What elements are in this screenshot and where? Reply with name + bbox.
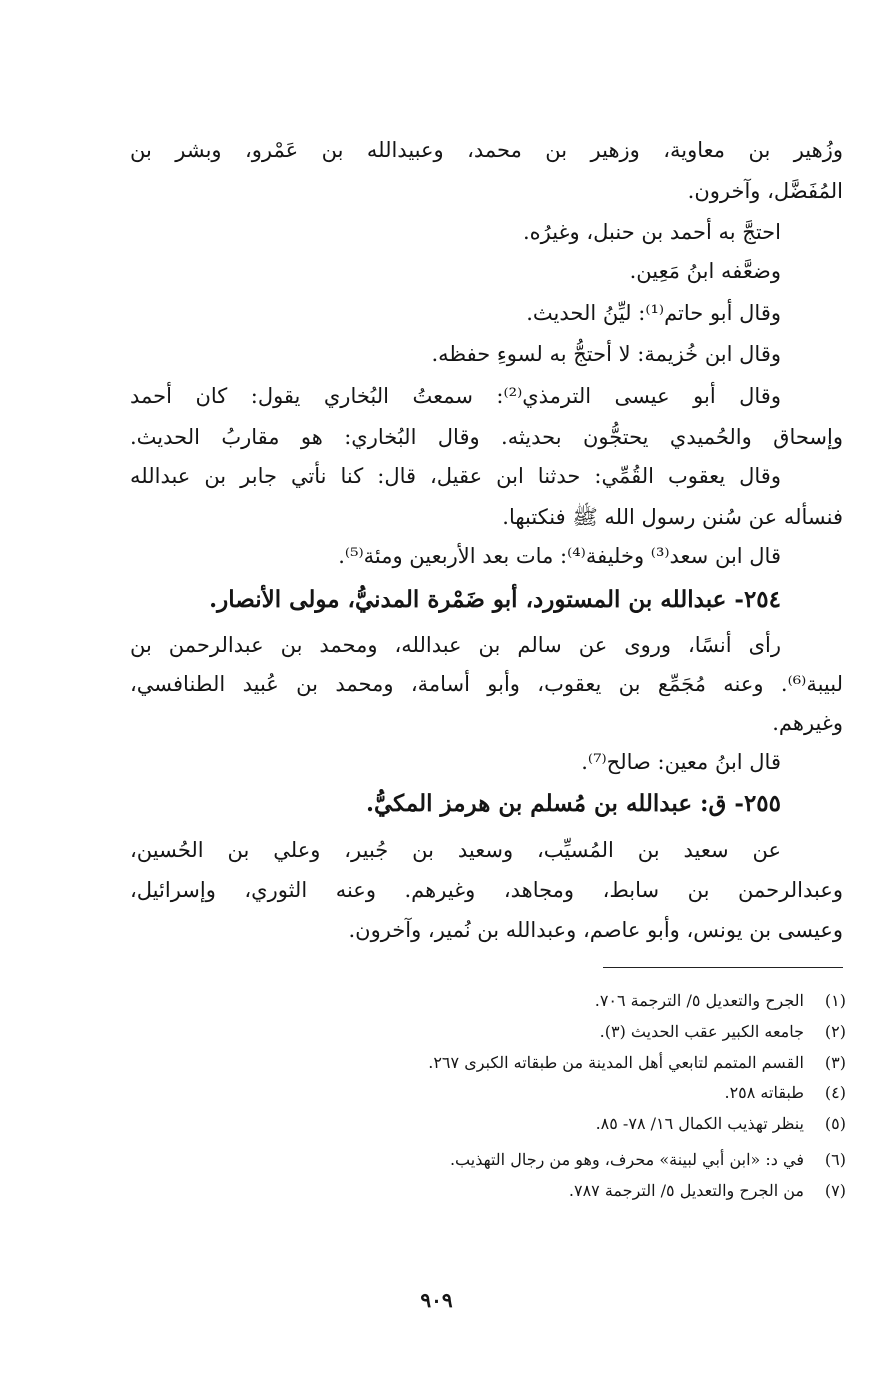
footnote-number: (٤) [824,1083,846,1102]
footnote-number: (٦) [824,1150,846,1169]
footnote-text: في د: «ابن أبي لبينة» محرف، وهو من رجال التهذيب. [449,1150,804,1169]
body-line: وزُهير بن معاوية، وزهير بن محمد، وعبيدالله بن عَمْرو، وبشر بن [130,138,843,162]
footnote-divider [603,967,843,968]
body-line: قال ابن سعد⁽³⁾ وخليفة⁽⁴⁾: مات بعد الأربعين ومئة⁽⁵⁾. [338,544,781,568]
footnote-number: (٧) [824,1181,846,1200]
footnote-number: (٢) [824,1022,846,1041]
footnote [146,1080,846,1106]
body-line: عن سعيد بن المُسيِّب، وسعيد بن جُبير، وعلي بن الحُسين، [130,838,781,862]
page-number: ٩٠٩ [420,1288,453,1312]
footnote-text: جامعه الكبير عقب الحديث (٣). [599,1022,804,1041]
footnote-text: الجرح والتعديل ٥/ الترجمة ٧٠٦. [594,991,804,1010]
body-line: فنسأله عن سُنن رسول الله ﷺ فنكتبها. [502,505,843,529]
body-line: وضعَّفه ابنُ مَعِين. [629,259,781,283]
body-line: وغيرهم. [772,711,843,735]
body-line: رأى أنسًا، وروى عن سالم بن عبدالله، ومحمد بن عبدالرحمن بن [130,633,781,657]
body-line: المُفَضَّل، وآخرون. [687,179,843,203]
footnote [146,1019,846,1045]
body-line: وعبدالرحمن بن سابط، ومجاهد، وغيرهم. وعنه الثوري، وإسرائيل، [130,878,843,902]
entry-heading-255: ٢٥٥- ق: عبدالله بن مُسلم بن هرمز المكيُّ. [365,790,781,817]
body-line: وقال ابن خُزيمة: لا أحتجُّ به لسوءِ حفظه. [431,342,781,366]
body-line: قال ابنُ معين: صالح⁽⁷⁾. [581,750,781,774]
body-line: وقال أبو حاتم⁽¹⁾: ليِّنُ الحديث. [526,301,781,325]
footnote [146,1111,846,1137]
body-line: احتجَّ به أحمد بن حنبل، وغيرُه. [522,220,781,244]
body-line: وعيسى بن يونس، وأبو عاصم، وعبدالله بن نُمير، وآخرون. [348,918,843,942]
footnote-number: (١) [824,991,846,1010]
footnote-text: القسم المتمم لتابعي أهل المدينة من طبقاته الكبرى ٢٦٧. [428,1053,804,1072]
footnote [146,988,846,1014]
footnote [146,1050,846,1076]
body-line: لبيبة⁽⁶⁾. وعنه مُجَمِّع بن يعقوب، وأبو أسامة، ومحمد بن عُبيد الطنافسي، [130,672,843,696]
entry-heading-254: ٢٥٤- عبدالله بن المستورد، أبو ضَمْرة المدنيُّ، مولى الأنصار. [209,586,781,613]
body-line: وإسحاق والحُميدي يحتجُّون بحديثه. وقال البُخاري: هو مقاربُ الحديث. [130,425,843,449]
body-line: وقال يعقوب القُمِّي: حدثنا ابن عقيل، قال: كنا نأتي جابر بن عبدالله [130,464,781,488]
footnote-text: من الجرح والتعديل ٥/ الترجمة ٧٨٧. [568,1181,804,1200]
footnote-text: ينظر تهذيب الكمال ١٦/ ٧٨- ٨٥. [595,1114,804,1133]
footnote-number: (٥) [824,1114,846,1133]
footnote-number: (٣) [824,1053,846,1072]
footnote [146,1147,846,1173]
footnote-text: طبقاته ٢٥٨. [724,1083,804,1102]
body-line: وقال أبو عيسى الترمذي⁽²⁾: سمعتُ البُخاري يقول: كان أحمد [130,384,781,408]
footnote [146,1178,846,1204]
